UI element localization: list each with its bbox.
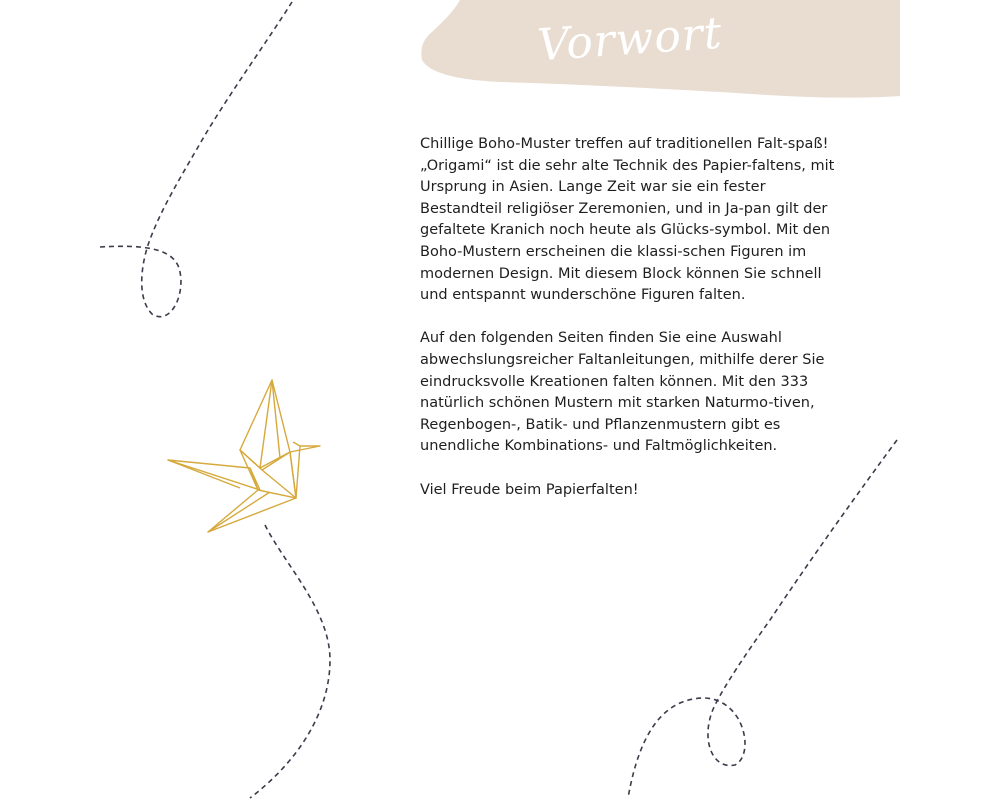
origami-crane-icon: [168, 380, 320, 532]
paragraph-intro: Chillige Boho-Muster treffen auf traditionellen Falt-spaß! „Origami“ ist die sehr alte Technik des Papier-faltens, mit Ursprung in Asien. Lange Zeit war sie ein fester Bestandteil religiöser Zeremonien, und in Ja-pan gilt der gefaltete Kranich noch heute als Glücks-symbol. Mit den Boho-Mustern erscheinen die klassi-schen Figuren im modernen Design. Mit diesem Block können Sie schnell und entspannt wunderschöne Figuren falten.: [420, 136, 835, 304]
heading-area: [420, 0, 900, 104]
dashed-path-bottom-left: [250, 525, 330, 798]
page-title: Vorwort: [535, 7, 725, 72]
paragraph-details: Auf den folgenden Seiten finden Sie eine Auswahl abwechslungsreicher Faltanleitungen, mithilfe derer Sie eindrucksvolle Kreationen falten können. Mit den 333 natürlich schönen Mustern mit starken Naturmo-tiven, Regenbogen-, Batik- und Pflanzenmustern gibt es unendliche Kombinations- und Faltmöglichkeiten.: [420, 330, 825, 455]
preface-text: [420, 134, 840, 523]
paragraph-closing: Viel Freude beim Papierfalten!: [420, 481, 639, 498]
dashed-path-top-left: [100, 2, 292, 317]
